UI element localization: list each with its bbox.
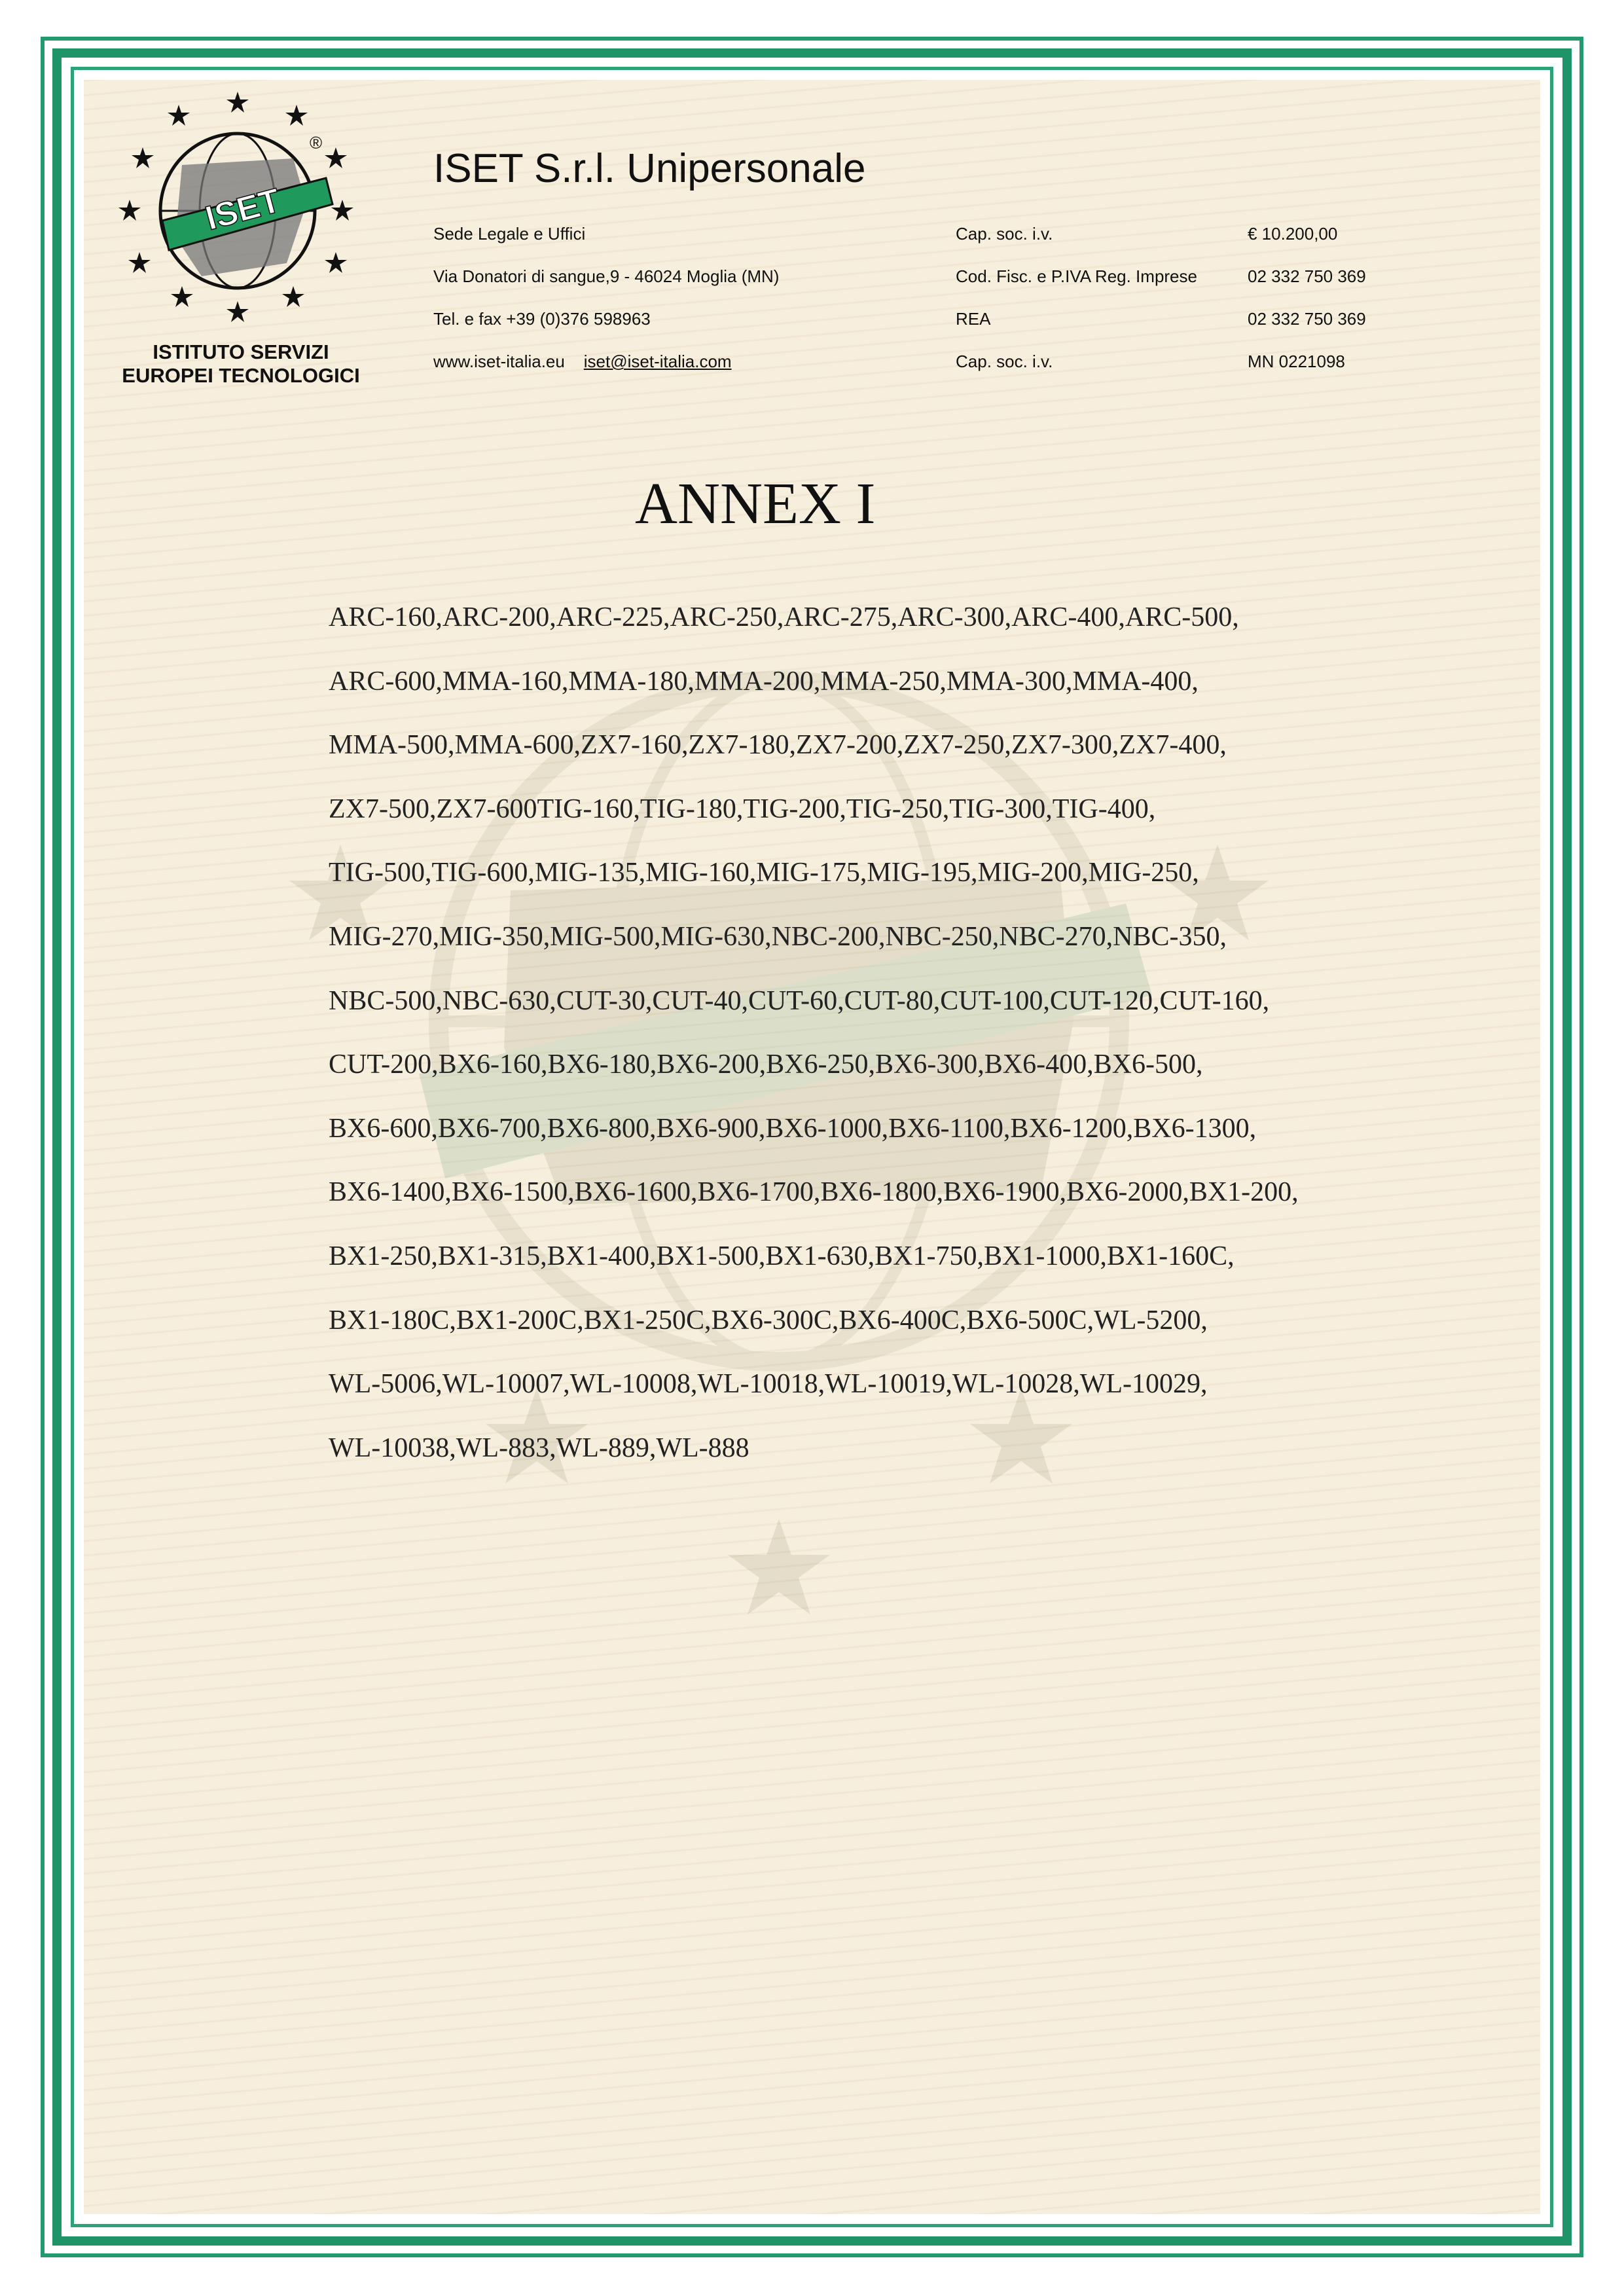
- info-registration-value: MN 0221098: [1248, 352, 1345, 371]
- annex-title: ANNEX I: [635, 471, 876, 536]
- info-fiscal-label: Cod. Fisc. e P.IVA Reg. Imprese: [956, 266, 1197, 286]
- info-sede: Sede Legale e Uffici: [433, 224, 586, 244]
- model-line: ZX7-500,ZX7-600TIG-160,TIG-180,TIG-200,TIG-250,TIG-300,TIG-400,: [329, 793, 1156, 824]
- globe-icon: [160, 134, 333, 288]
- model-line: WL-10038,WL-883,WL-889,WL-888: [329, 1432, 749, 1463]
- info-rea-label: REA: [956, 309, 991, 329]
- logo-caption: [110, 340, 372, 388]
- info-web-email: [433, 352, 732, 372]
- model-line: BX6-1400,BX6-1500,BX6-1600,BX6-1700,BX6-1800,BX6-1900,BX6-2000,BX1-200,: [329, 1177, 1299, 1208]
- info-address: Via Donatori di sangue,9 - 46024 Moglia (MN): [433, 266, 780, 286]
- model-line: NBC-500,NBC-630,CUT-30,CUT-40,CUT-60,CUT-80,CUT-100,CUT-120,CUT-160,: [329, 985, 1270, 1016]
- model-line: ARC-600,MMA-160,MMA-180,MMA-200,MMA-250,MMA-300,MMA-400,: [329, 666, 1199, 697]
- model-line: BX1-250,BX1-315,BX1-400,BX1-500,BX1-630,BX1-750,BX1-1000,BX1-160C,: [329, 1241, 1235, 1271]
- model-line: CUT-200,BX6-160,BX6-180,BX6-200,BX6-250,BX6-300,BX6-400,BX6-500,: [329, 1049, 1203, 1080]
- info-capital-label-2: Cap. soc. i.v.: [956, 352, 1053, 371]
- model-line: BX1-180C,BX1-200C,BX1-250C,BX6-300C,BX6-400C,BX6-500C,WL-5200,: [329, 1305, 1208, 1336]
- company-name: ISET S.r.l. Unipersonale: [433, 146, 866, 191]
- model-line: BX6-600,BX6-700,BX6-800,BX6-900,BX6-1000,BX6-1100,BX6-1200,BX6-1300,: [329, 1113, 1257, 1144]
- info-rea-value: 02 332 750 369: [1248, 309, 1366, 329]
- website-link[interactable]: www.iset-italia.eu: [433, 352, 565, 371]
- model-line: ARC-160,ARC-200,ARC-225,ARC-250,ARC-275,ARC-300,ARC-400,ARC-500,: [329, 602, 1239, 632]
- info-capital-value: € 10.200,00: [1248, 224, 1338, 244]
- model-line: WL-5006,WL-10007,WL-10008,WL-10018,WL-10019,WL-10028,WL-10029,: [329, 1369, 1208, 1400]
- model-line: MIG-270,MIG-350,MIG-500,MIG-630,NBC-200,NBC-250,NBC-270,NBC-350,: [329, 921, 1227, 952]
- logo-caption-line1: ISTITUTO SERVIZI: [153, 340, 329, 363]
- info-fiscal-value: 02 332 750 369: [1248, 266, 1366, 286]
- model-list: [329, 586, 1402, 1480]
- svg-text:ISET: ISET: [201, 181, 285, 238]
- info-phone: Tel. e fax +39 (0)376 598963: [433, 309, 651, 329]
- registered-mark: ®: [310, 133, 323, 153]
- model-line: MMA-500,MMA-600,ZX7-160,ZX7-180,ZX7-200,ZX7-250,ZX7-300,ZX7-400,: [329, 730, 1227, 761]
- info-capital-label: Cap. soc. i.v.: [956, 224, 1053, 244]
- model-line: TIG-500,TIG-600,MIG-135,MIG-160,MIG-175,MIG-195,MIG-200,MIG-250,: [329, 858, 1199, 888]
- email-link[interactable]: iset@iset-italia.com: [583, 352, 732, 371]
- logo-caption-line2: EUROPEI TECNOLOGICI: [122, 364, 360, 387]
